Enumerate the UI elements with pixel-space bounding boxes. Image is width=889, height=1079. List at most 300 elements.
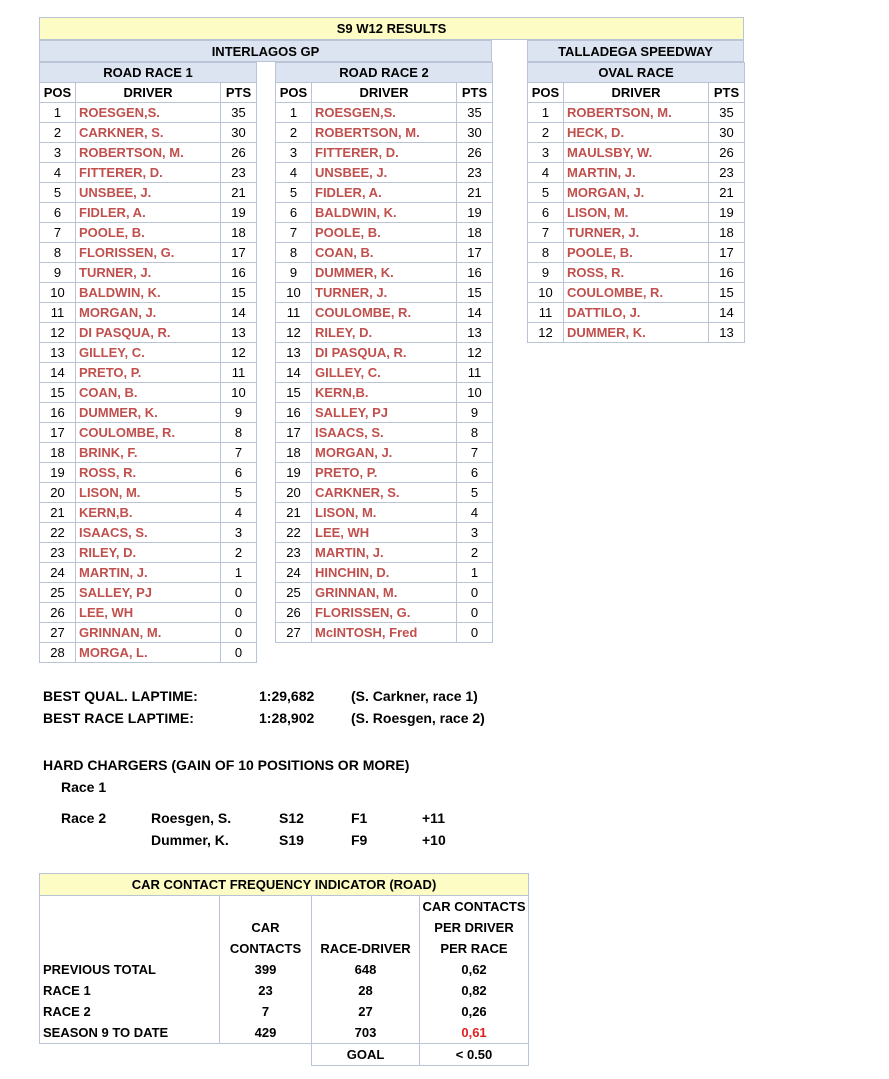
- result-driver: ROESGEN,S.: [76, 103, 221, 123]
- result-pos: 28: [40, 643, 76, 663]
- result-pts: 0: [221, 623, 257, 643]
- result-driver: POOLE, B.: [76, 223, 221, 243]
- result-row: [276, 463, 493, 483]
- result-driver: HINCHIN, D.: [312, 563, 457, 583]
- result-pts: 4: [457, 503, 493, 523]
- result-driver: COULOMBE, R.: [312, 303, 457, 323]
- contact-row-contacts: 23: [220, 980, 312, 1001]
- result-row: [40, 423, 257, 443]
- result-driver: ISAACS, S.: [312, 423, 457, 443]
- result-pos: 20: [40, 483, 76, 503]
- result-driver: LISON, M.: [312, 503, 457, 523]
- result-driver: COAN, B.: [312, 243, 457, 263]
- result-pos: 24: [276, 563, 312, 583]
- result-row: [276, 243, 493, 263]
- result-driver: ROSS, R.: [76, 463, 221, 483]
- result-pos: 23: [276, 543, 312, 563]
- hard-charger-finish: F1: [351, 810, 368, 826]
- result-pts: 18: [221, 223, 257, 243]
- road-race-2-table: [275, 62, 493, 643]
- result-pos: 6: [528, 203, 564, 223]
- result-driver: FLORISSEN, G.: [312, 603, 457, 623]
- result-pos: 8: [528, 243, 564, 263]
- result-row: [40, 303, 257, 323]
- result-pts: 3: [221, 523, 257, 543]
- talladega-header-table: [527, 40, 744, 62]
- result-driver: ROBERTSON, M.: [564, 103, 709, 123]
- race-driver-header-spacer: [312, 917, 420, 938]
- result-row: [40, 283, 257, 303]
- result-row: [40, 103, 257, 123]
- contact-row-rate: 0,62: [420, 959, 529, 980]
- pos-header: POS: [528, 83, 564, 103]
- result-pts: 13: [221, 323, 257, 343]
- result-row: [40, 203, 257, 223]
- result-pts: 19: [221, 203, 257, 223]
- result-pts: 16: [709, 263, 745, 283]
- result-row: [40, 403, 257, 423]
- result-pos: 16: [276, 403, 312, 423]
- result-pts: 18: [709, 223, 745, 243]
- result-pts: 13: [457, 323, 493, 343]
- result-pts: 6: [221, 463, 257, 483]
- result-pts: 16: [457, 263, 493, 283]
- contact-row-label: RACE 2: [40, 1001, 220, 1022]
- result-pos: 17: [276, 423, 312, 443]
- car-contact-table: [39, 873, 529, 1066]
- result-pos: 3: [40, 143, 76, 163]
- driver-header: DRIVER: [76, 83, 221, 103]
- contact-row-label: SEASON 9 TO DATE: [40, 1022, 220, 1044]
- result-pts: 0: [221, 643, 257, 663]
- driver-header: DRIVER: [312, 83, 457, 103]
- contact-row-race-driver: 648: [312, 959, 420, 980]
- result-driver: FLORISSEN, G.: [76, 243, 221, 263]
- result-row: [40, 483, 257, 503]
- result-row: [276, 423, 493, 443]
- result-pos: 22: [40, 523, 76, 543]
- result-driver: McINTOSH, Fred: [312, 623, 457, 643]
- result-driver: BRINK, F.: [76, 443, 221, 463]
- result-pos: 11: [528, 303, 564, 323]
- best-race-label: BEST RACE LAPTIME:: [43, 710, 194, 726]
- result-driver: ROBERTSON, M.: [76, 143, 221, 163]
- result-pos: 10: [528, 283, 564, 303]
- pts-header: PTS: [709, 83, 745, 103]
- result-row: [40, 503, 257, 523]
- result-pts: 15: [457, 283, 493, 303]
- result-pos: 26: [276, 603, 312, 623]
- result-pts: 18: [457, 223, 493, 243]
- result-pos: 4: [40, 163, 76, 183]
- result-pos: 20: [276, 483, 312, 503]
- result-row: [40, 563, 257, 583]
- contact-row-label: RACE 1: [40, 980, 220, 1001]
- result-pos: 4: [276, 163, 312, 183]
- result-row: [40, 183, 257, 203]
- label-column-spacer: [40, 917, 220, 938]
- result-driver: KERN,B.: [76, 503, 221, 523]
- contacts-header-line1: CAR: [220, 917, 312, 938]
- result-pos: 9: [528, 263, 564, 283]
- result-row: [276, 543, 493, 563]
- result-row: [40, 643, 257, 663]
- contact-row-race-driver: 28: [312, 980, 420, 1001]
- result-pos: 5: [276, 183, 312, 203]
- result-pts: 0: [457, 623, 493, 643]
- result-row: [40, 463, 257, 483]
- rate-header-line2: PER DRIVER: [420, 917, 529, 938]
- goal-label: GOAL: [312, 1044, 420, 1066]
- result-row: [528, 203, 745, 223]
- result-driver: DUMMER, K.: [76, 403, 221, 423]
- result-pos: 8: [40, 243, 76, 263]
- result-pos: 9: [276, 263, 312, 283]
- result-pos: 1: [40, 103, 76, 123]
- result-row: [528, 183, 745, 203]
- result-driver: MORGAN, J.: [312, 443, 457, 463]
- result-row: [276, 183, 493, 203]
- result-driver: CARKNER, S.: [76, 123, 221, 143]
- result-pos: 22: [276, 523, 312, 543]
- result-driver: MARTIN, J.: [76, 563, 221, 583]
- result-pts: 8: [457, 423, 493, 443]
- road-race-1-title: ROAD RACE 1: [40, 63, 257, 83]
- result-driver: ISAACS, S.: [76, 523, 221, 543]
- result-driver: TURNER, J.: [312, 283, 457, 303]
- result-pos: 13: [40, 343, 76, 363]
- result-pts: 0: [457, 583, 493, 603]
- result-row: [40, 543, 257, 563]
- contact-row-rate: 0,26: [420, 1001, 529, 1022]
- result-row: [276, 343, 493, 363]
- result-pos: 11: [40, 303, 76, 323]
- result-pts: 17: [221, 243, 257, 263]
- result-pts: 2: [457, 543, 493, 563]
- contact-row-contacts: 429: [220, 1022, 312, 1044]
- result-pts: 8: [221, 423, 257, 443]
- result-pts: 23: [709, 163, 745, 183]
- result-row: [528, 223, 745, 243]
- result-driver: DUMMER, K.: [564, 323, 709, 343]
- result-pts: 15: [221, 283, 257, 303]
- result-row: [40, 523, 257, 543]
- result-pos: 19: [40, 463, 76, 483]
- result-row: [40, 123, 257, 143]
- result-pts: 1: [457, 563, 493, 583]
- result-pts: 21: [709, 183, 745, 203]
- result-row: [276, 443, 493, 463]
- result-pos: 3: [276, 143, 312, 163]
- result-driver: MORGAN, J.: [76, 303, 221, 323]
- result-pos: 7: [276, 223, 312, 243]
- result-driver: MORGAN, J.: [564, 183, 709, 203]
- rate-header-line3: PER RACE: [420, 938, 529, 959]
- result-pts: 35: [709, 103, 745, 123]
- result-row: [40, 263, 257, 283]
- result-row: [40, 323, 257, 343]
- result-pos: 16: [40, 403, 76, 423]
- result-pos: 9: [40, 263, 76, 283]
- result-row: [528, 143, 745, 163]
- result-pos: 18: [40, 443, 76, 463]
- result-driver: CARKNER, S.: [312, 483, 457, 503]
- result-pos: 25: [40, 583, 76, 603]
- result-pts: 0: [221, 603, 257, 623]
- result-row: [276, 503, 493, 523]
- hard-charger-name: Dummer, K.: [151, 832, 229, 848]
- result-pts: 11: [221, 363, 257, 383]
- result-pts: 5: [221, 483, 257, 503]
- result-pts: 14: [709, 303, 745, 323]
- result-pts: 13: [709, 323, 745, 343]
- result-row: [40, 343, 257, 363]
- result-pos: 17: [40, 423, 76, 443]
- result-driver: MARTIN, J.: [564, 163, 709, 183]
- result-driver: LEE, WH: [76, 603, 221, 623]
- result-row: [528, 263, 745, 283]
- result-driver: DI PASQUA, R.: [76, 323, 221, 343]
- result-row: [276, 143, 493, 163]
- result-pos: 14: [40, 363, 76, 383]
- result-driver: MAULSBY, W.: [564, 143, 709, 163]
- result-row: [276, 323, 493, 343]
- result-driver: COULOMBE, R.: [76, 423, 221, 443]
- result-pts: 12: [221, 343, 257, 363]
- result-row: [276, 403, 493, 423]
- goal-row-spacer: [40, 1044, 220, 1066]
- contact-row-contacts: 7: [220, 1001, 312, 1022]
- result-driver: BALDWIN, K.: [312, 203, 457, 223]
- result-pos: 18: [276, 443, 312, 463]
- result-driver: LISON, M.: [564, 203, 709, 223]
- result-row: [40, 383, 257, 403]
- pts-header: PTS: [221, 83, 257, 103]
- result-driver: LISON, M.: [76, 483, 221, 503]
- result-row: [276, 303, 493, 323]
- result-pts: 23: [221, 163, 257, 183]
- hard-chargers-title: HARD CHARGERS (GAIN OF 10 POSITIONS OR MORE): [43, 757, 410, 773]
- result-pts: 7: [457, 443, 493, 463]
- results-title-table: [39, 17, 744, 40]
- goal-row-spacer: [220, 1044, 312, 1066]
- result-driver: DUMMER, K.: [312, 263, 457, 283]
- result-row: [528, 283, 745, 303]
- pos-header: POS: [276, 83, 312, 103]
- result-driver: GRINNAN, M.: [76, 623, 221, 643]
- hard-charger-start: S12: [279, 810, 304, 826]
- interlagos-header-table: [39, 40, 492, 62]
- result-pos: 2: [40, 123, 76, 143]
- hard-charger-start: S19: [279, 832, 304, 848]
- label-column-spacer: [40, 938, 220, 959]
- goal-value: < 0.50: [420, 1044, 529, 1066]
- result-pts: 15: [709, 283, 745, 303]
- result-driver: RILEY, D.: [312, 323, 457, 343]
- result-driver: GILLEY, C.: [76, 343, 221, 363]
- result-pts: 30: [457, 123, 493, 143]
- result-row: [276, 523, 493, 543]
- road-race-2-title: ROAD RACE 2: [276, 63, 493, 83]
- result-pts: 17: [457, 243, 493, 263]
- result-row: [276, 563, 493, 583]
- result-driver: ROSS, R.: [564, 263, 709, 283]
- result-row: [40, 223, 257, 243]
- interlagos-track-title: INTERLAGOS GP: [40, 41, 492, 62]
- result-pts: 10: [457, 383, 493, 403]
- result-pts: 14: [221, 303, 257, 323]
- result-pts: 0: [457, 603, 493, 623]
- result-pos: 19: [276, 463, 312, 483]
- result-driver: TURNER, J.: [76, 263, 221, 283]
- result-row: [276, 363, 493, 383]
- result-pos: 12: [40, 323, 76, 343]
- result-driver: TURNER, J.: [564, 223, 709, 243]
- best-race-time: 1:28,902: [259, 710, 315, 726]
- result-pts: 30: [709, 123, 745, 143]
- result-driver: COULOMBE, R.: [564, 283, 709, 303]
- oval-race-title: OVAL RACE: [528, 63, 745, 83]
- result-driver: ROESGEN,S.: [312, 103, 457, 123]
- result-pos: 25: [276, 583, 312, 603]
- result-row: [40, 163, 257, 183]
- result-row: [276, 383, 493, 403]
- result-driver: DI PASQUA, R.: [312, 343, 457, 363]
- pos-header: POS: [40, 83, 76, 103]
- label-column-spacer: [40, 896, 220, 918]
- result-row: [40, 143, 257, 163]
- result-driver: UNSBEE, J.: [312, 163, 457, 183]
- result-pts: 35: [221, 103, 257, 123]
- hard-charger-finish: F9: [351, 832, 368, 848]
- result-pos: 11: [276, 303, 312, 323]
- result-pos: 26: [40, 603, 76, 623]
- result-pos: 14: [276, 363, 312, 383]
- result-pts: 12: [457, 343, 493, 363]
- result-row: [40, 443, 257, 463]
- result-pos: 24: [40, 563, 76, 583]
- hard-chargers-race2-label: Race 2: [61, 810, 107, 826]
- result-pts: 9: [457, 403, 493, 423]
- result-row: [276, 263, 493, 283]
- result-pos: 12: [528, 323, 564, 343]
- result-pos: 7: [528, 223, 564, 243]
- race-driver-header-spacer: [312, 896, 420, 918]
- result-pos: 6: [40, 203, 76, 223]
- result-pos: 21: [276, 503, 312, 523]
- result-row: [276, 483, 493, 503]
- result-pts: 4: [221, 503, 257, 523]
- result-row: [40, 243, 257, 263]
- result-pts: 9: [221, 403, 257, 423]
- result-row: [40, 363, 257, 383]
- result-pts: 6: [457, 463, 493, 483]
- result-driver: LEE, WH: [312, 523, 457, 543]
- result-pos: 1: [528, 103, 564, 123]
- result-pts: 5: [457, 483, 493, 503]
- car-contact-title: CAR CONTACT FREQUENCY INDICATOR (ROAD): [40, 874, 529, 896]
- result-pts: 23: [457, 163, 493, 183]
- result-row: [276, 103, 493, 123]
- result-pts: 26: [709, 143, 745, 163]
- result-driver: SALLEY, PJ: [312, 403, 457, 423]
- best-qual-note: (S. Carkner, race 1): [351, 688, 478, 704]
- result-row: [40, 623, 257, 643]
- result-pos: 15: [276, 383, 312, 403]
- pts-header: PTS: [457, 83, 493, 103]
- result-row: [276, 203, 493, 223]
- result-pts: 3: [457, 523, 493, 543]
- result-driver: GILLEY, C.: [312, 363, 457, 383]
- result-pos: 23: [40, 543, 76, 563]
- contact-row-race-driver: 27: [312, 1001, 420, 1022]
- result-pos: 2: [528, 123, 564, 143]
- result-driver: FIDLER, A.: [76, 203, 221, 223]
- result-row: [528, 323, 745, 343]
- result-driver: SALLEY, PJ: [76, 583, 221, 603]
- result-row: [276, 283, 493, 303]
- result-row: [276, 163, 493, 183]
- result-pts: 7: [221, 443, 257, 463]
- result-pos: 27: [40, 623, 76, 643]
- result-driver: HECK, D.: [564, 123, 709, 143]
- result-row: [40, 603, 257, 623]
- result-pos: 10: [40, 283, 76, 303]
- result-driver: DATTILO, J.: [564, 303, 709, 323]
- result-pos: 4: [528, 163, 564, 183]
- result-pts: 35: [457, 103, 493, 123]
- result-pos: 5: [40, 183, 76, 203]
- result-pos: 13: [276, 343, 312, 363]
- result-pos: 3: [528, 143, 564, 163]
- result-row: [276, 223, 493, 243]
- result-pts: 14: [457, 303, 493, 323]
- result-driver: PRETO, P.: [312, 463, 457, 483]
- result-driver: ROBERTSON, M.: [312, 123, 457, 143]
- driver-header: DRIVER: [564, 83, 709, 103]
- result-driver: POOLE, B.: [564, 243, 709, 263]
- hard-charger-gain: +10: [422, 832, 446, 848]
- result-driver: BALDWIN, K.: [76, 283, 221, 303]
- result-row: [276, 603, 493, 623]
- result-pts: 2: [221, 543, 257, 563]
- result-row: [276, 123, 493, 143]
- result-pos: 8: [276, 243, 312, 263]
- hard-charger-name: Roesgen, S.: [151, 810, 232, 826]
- best-qual-label: BEST QUAL. LAPTIME:: [43, 688, 198, 704]
- result-row: [528, 303, 745, 323]
- result-driver: GRINNAN, M.: [312, 583, 457, 603]
- hard-charger-gain: +11: [422, 810, 445, 826]
- result-pos: 5: [528, 183, 564, 203]
- oval-race-table: [527, 62, 745, 343]
- result-driver: RILEY, D.: [76, 543, 221, 563]
- result-pos: 6: [276, 203, 312, 223]
- result-row: [276, 583, 493, 603]
- result-pos: 21: [40, 503, 76, 523]
- result-pts: 21: [221, 183, 257, 203]
- result-pts: 1: [221, 563, 257, 583]
- result-pts: 30: [221, 123, 257, 143]
- result-pos: 12: [276, 323, 312, 343]
- talladega-track-title: TALLADEGA SPEEDWAY: [528, 41, 744, 62]
- result-pos: 10: [276, 283, 312, 303]
- contact-row-race-driver: 703: [312, 1022, 420, 1044]
- road-race-1-table: [39, 62, 257, 663]
- result-row: [528, 123, 745, 143]
- result-pts: 0: [221, 583, 257, 603]
- result-pts: 11: [457, 363, 493, 383]
